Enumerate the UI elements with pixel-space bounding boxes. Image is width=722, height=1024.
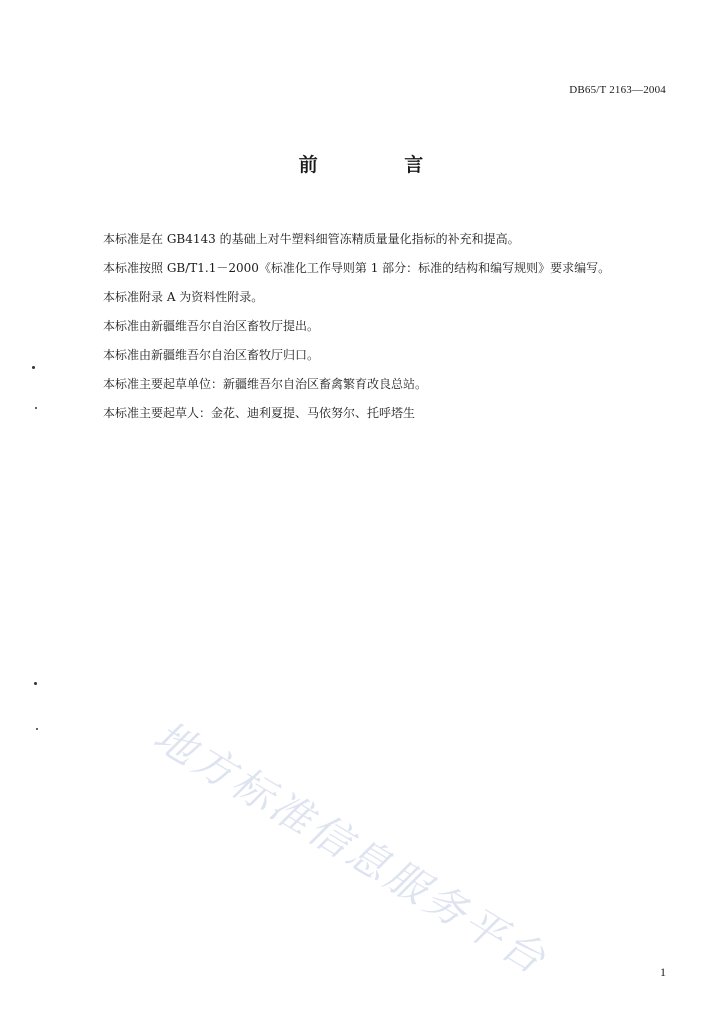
document-code: DB65/T 2163—2004: [569, 84, 666, 96]
page-title: 前 言: [298, 154, 464, 176]
scan-speck: [32, 366, 35, 369]
paragraph-line: 本标准主要起草人：金花、迪利夏提、马依努尔、托呼塔生: [103, 406, 416, 420]
watermark: 地方标准信息服务平台: [145, 711, 557, 985]
scan-speck: [36, 728, 38, 730]
paragraph-line: 本标准由新疆维吾尔自治区畜牧厅归口。: [103, 348, 320, 362]
foreword-body: [103, 230, 683, 433]
paragraph-line: 本标准主要起草单位：新疆维吾尔自治区畜禽繁育改良总站。: [103, 377, 428, 391]
paragraph-line: 本标准是在 GB4143 的基础上对牛塑料细管冻精质量量化指标的补充和提高。: [103, 232, 520, 246]
paragraph-line: 本标准按照 GB/T1.1－2000《标准化工作导则第 1 部分：标准的结构和编写规则》要求编写。: [103, 261, 611, 275]
paragraph-line: 本标准由新疆维吾尔自治区畜牧厅提出。: [103, 319, 320, 333]
paragraph-line: 本标准附录 A 为资料性附录。: [103, 290, 264, 304]
page-number: 1: [660, 965, 666, 979]
scan-speck: [35, 407, 37, 409]
scan-speck: [34, 682, 37, 685]
